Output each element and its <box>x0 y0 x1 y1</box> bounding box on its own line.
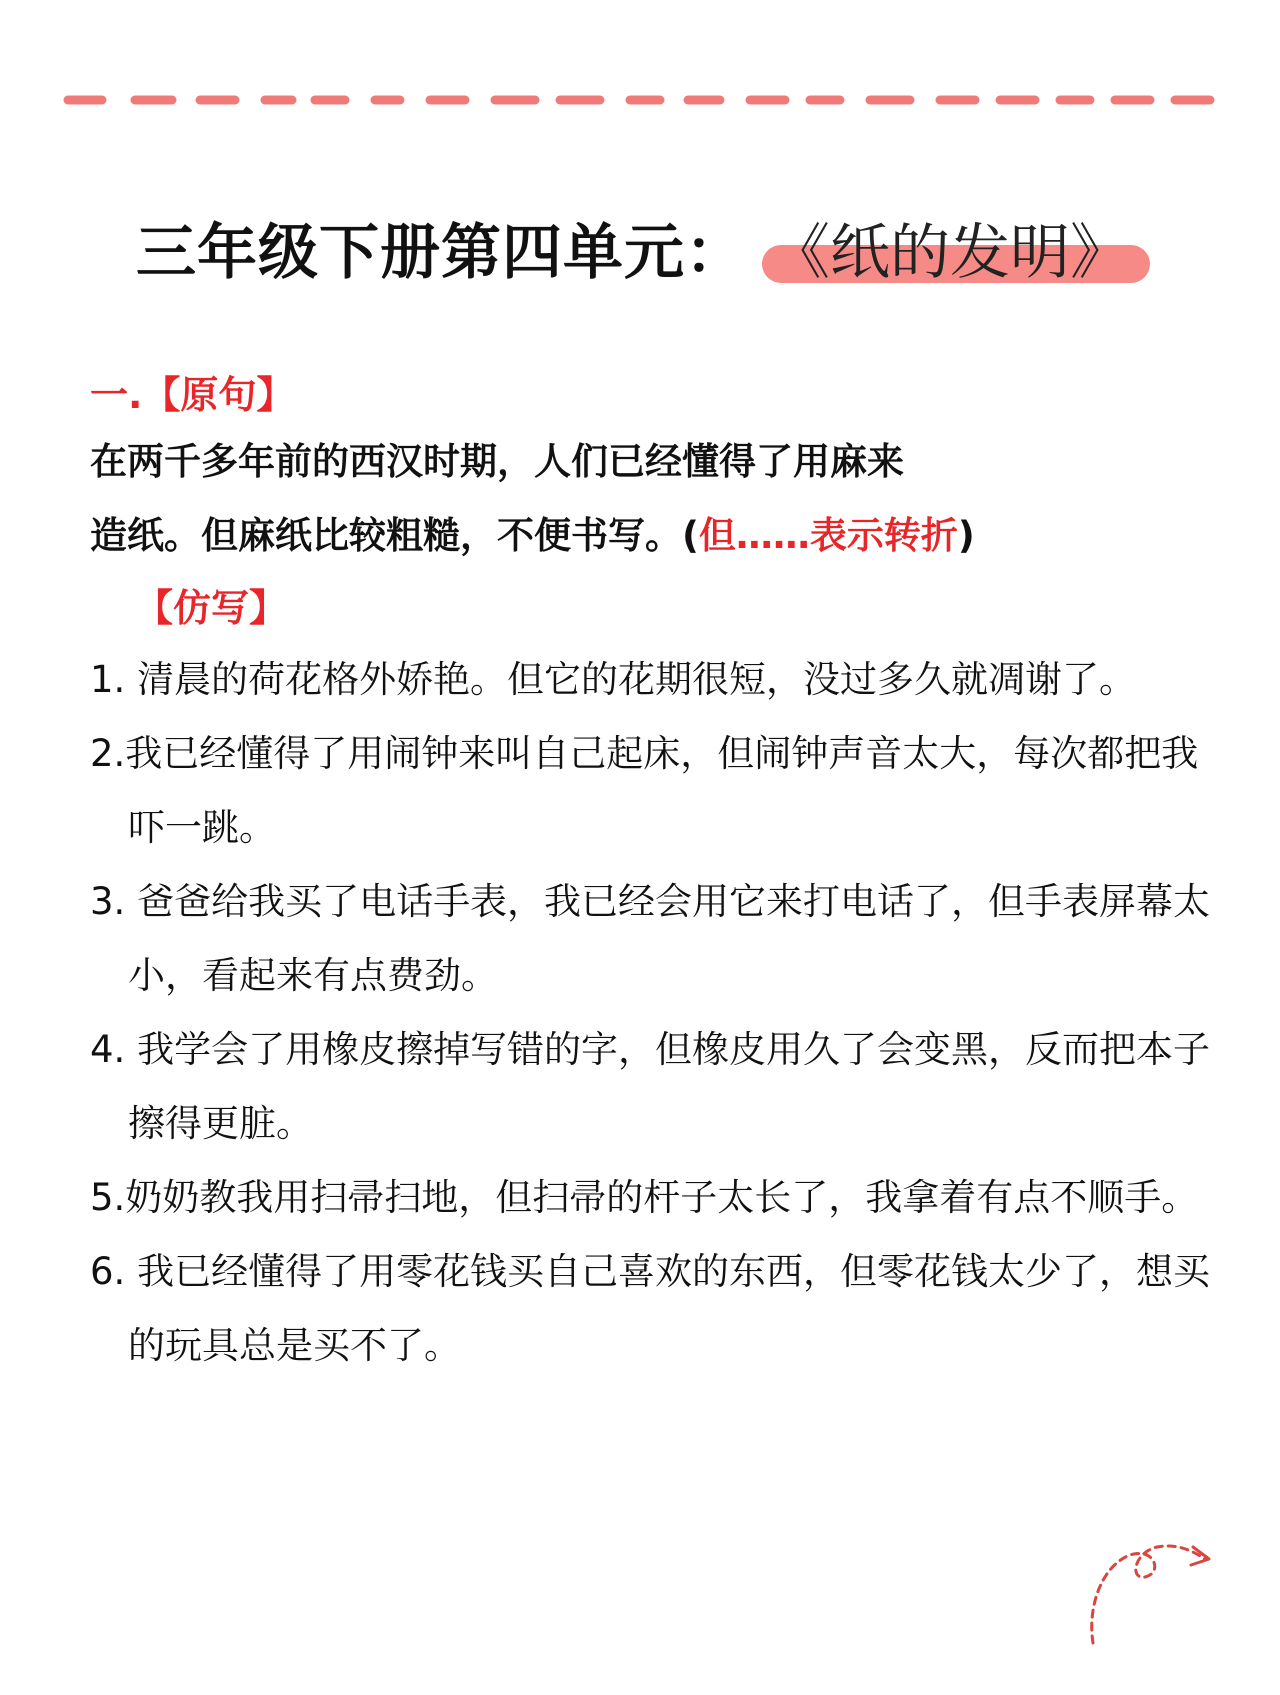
page-title <box>0 205 1280 291</box>
note-paren-open: ( <box>682 514 699 557</box>
imitation-list <box>90 643 1220 1383</box>
list-item: 6. 我已经懂得了用零花钱买自己喜欢的东西，但零花钱太少了，想买的玩具总是买不了。 <box>90 1250 1211 1367</box>
title-main: 三年级下册第四单元： <box>136 218 746 288</box>
section-heading-original: 一.【原句】 <box>90 373 295 417</box>
list-item: 4. 我学会了用橡皮擦掉写错的字，但橡皮用久了会变黑，反而把本子擦得更脏。 <box>90 1028 1211 1145</box>
original-line-2-text: 造纸。但麻纸比较粗糙，不便书写。 <box>90 514 682 557</box>
title-highlight: 《纸的发明》 <box>756 205 1144 291</box>
section-heading-imitation: 【仿写】 <box>135 586 288 630</box>
original-sentence <box>90 425 1220 573</box>
original-line-1: 在两千多年前的西汉时期，人们已经懂得了用麻来 <box>90 440 904 483</box>
list-item: 1. 清晨的荷花格外娇艳。但它的花期很短，没过多久就凋谢了。 <box>90 658 1137 701</box>
original-line-2 <box>90 499 1220 573</box>
dashed-border-top <box>60 92 1220 108</box>
content-body <box>90 365 1220 1383</box>
curly-arrow-icon <box>1085 1525 1225 1645</box>
list-item: 5.奶奶教我用扫帚扫地，但扫帚的杆子太长了，我拿着有点不顺手。 <box>90 1176 1199 1219</box>
list-item: 2.我已经懂得了用闹钟来叫自己起床，但闹钟声音太大，每次都把我吓一跳。 <box>90 732 1199 849</box>
original-note: 但……表示转折 <box>698 514 958 557</box>
note-paren-close: ) <box>957 514 975 557</box>
list-item: 3. 爸爸给我买了电话手表，我已经会用它来打电话了，但手表屏幕太小，看起来有点费劲。 <box>90 880 1211 997</box>
